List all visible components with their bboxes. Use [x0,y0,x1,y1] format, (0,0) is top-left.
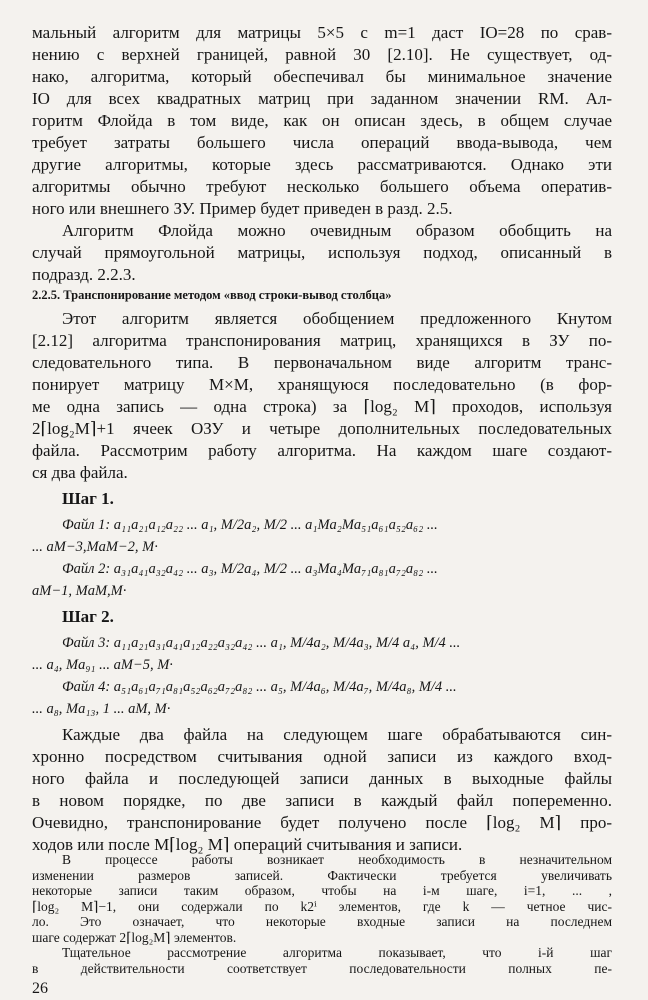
text-line: ся два файла. [32,463,128,482]
formula-line: ... a₈, Ma₁₃, 1 ... aM, M· [32,701,171,717]
text-line: подразд. 2.2.3. [32,265,136,284]
text-line: ного или внешнего ЗУ. Пример будет приведен в разд. 2.5. [32,199,453,218]
text-line: ме одна запись — одна строка) за ⌈log₂ M⌉ проходов, используя [32,397,612,416]
text-line: нако, алгоритма, который обеспечивал бы минимальное значение [32,67,612,86]
text-line: требует затраты большего числа операций ввода-вывода, чем [32,133,612,152]
text-line: ло. Это означает, что некоторые входные записи на последнем [32,914,612,929]
text-line: случай прямоугольной матрицы, используя подход, описанный в [32,243,612,262]
text-line: хронно посредством считывания одной записи из каждого вход- [32,747,612,766]
text-line: ходов или после M⌈log₂ M⌉ операций считывания и записи. [32,835,463,854]
step-heading: Шаг 2. [62,607,114,626]
text-line: шаге содержат 2⌈log₂M⌉ элементов. [32,929,237,945]
text-line: другие алгоритмы, которые здесь рассматриваются. Однако эти [32,155,612,174]
text-line: [2.12] алгоритма транспонирования матриц, хранящихся в ЗУ по- [32,331,612,350]
text-line: мальный алгоритм для матрицы 5×5 с m=1 даст IO=28 по срав- [32,23,612,42]
text-line: IO для всех квадратных матриц при заданном значении RM. Ал- [32,89,612,108]
text-line: файла. Рассмотрим работу алгоритма. На каждом шаге создают- [32,441,612,460]
text-line: 2⌈log₂M⌉+1 ячеек ОЗУ и четыре дополнительных последовательных [32,419,612,438]
formula-line: Файл 3: a₁₁a₂₁a₃₁a₄₁a₁₂a₂₂a₃₂a₄₂ ... a₁, M/4a₂, M/4a₃, M/4 a₄, M/4 ... [62,635,461,651]
formula-line: Файл 4: a₅₁a₆₁a₇₁a₈₁a₅₂a₆₂a₇₂a₈₂ ... a₅, M/4a₆, M/4a₇, M/4a₈, M/4 ... [62,679,457,695]
section-heading: 2.2.5. Транспонирование методом «ввод строки-вывод столбца» [32,288,392,302]
text-line: горитм Флойда в том виде, как он описан здесь, в общем случае [32,111,612,130]
formula-line: aM−1, MaM,M· [32,583,127,599]
paragraph-start: Тщательное рассмотрение алгоритма показывает, что i-й шаг [62,945,612,960]
formula-line: Файл 2: a₃₁a₄₁a₃₂a₄₂ ... a₃, M/2a₄, M/2 ... a₃Ma₄Ma₇₁a₈₁a₇₂a₈₂ ... [62,561,438,577]
text-line: в действительности соответствует последовательности полных пе- [32,960,612,976]
paragraph-start: В процессе работы возникает необходимость в незначительном [62,852,612,867]
text-line: ⌈log₂ M⌉−1, они содержали по k2ⁱ элементов, где k — четное чис- [32,898,612,914]
text-line: в новом порядке, по две записи в каждый файл попеременно. [32,791,612,810]
text-line: некоторые записи таким образом, чтобы на i-м шаге, i=1, ... , [32,883,612,898]
text-line: нению с верхней границей, равной 30 [2.10]. Не существует, од- [32,45,612,64]
formula-line: ... a₄, Ma₉₁ ... aM−5, M· [32,657,173,673]
paragraph-start: Этот алгоритм является обобщением предложенного Кнутом [62,309,612,328]
text-line: следовательного типа. В первоначальном виде алгоритм транс- [32,353,612,372]
formula-line: Файл 1: a₁₁a₂₁a₁₂a₂₂ ... a₁, M/2a₂, M/2 ... a₁Ma₂Ma₅₁a₆₁a₅₂a₆₂ ... [62,517,438,533]
paragraph-start: Алгоритм Флойда можно очевидным образом обобщить на [62,221,612,240]
text-line: ного файла и последующей записи данных в выходные файлы [32,769,612,788]
step-heading: Шаг 1. [62,489,114,508]
text-line: алгоритмы обычно требуют несколько большего объема оператив- [32,177,612,196]
text-line: понирует матрицу M×M, хранящуюся последовательно (в фор- [32,375,612,394]
text-line: Очевидно, транспонирование будет получено после ⌈log₂ M⌉ про- [32,813,612,832]
page-number: 26 [32,980,48,997]
paragraph-start: Каждые два файла на следующем шаге обрабатываются син- [62,725,612,744]
formula-line: ... aM−3,MaM−2, M· [32,539,158,555]
text-line: изменении размеров записей. Фактически требуется увеличивать [32,867,612,883]
